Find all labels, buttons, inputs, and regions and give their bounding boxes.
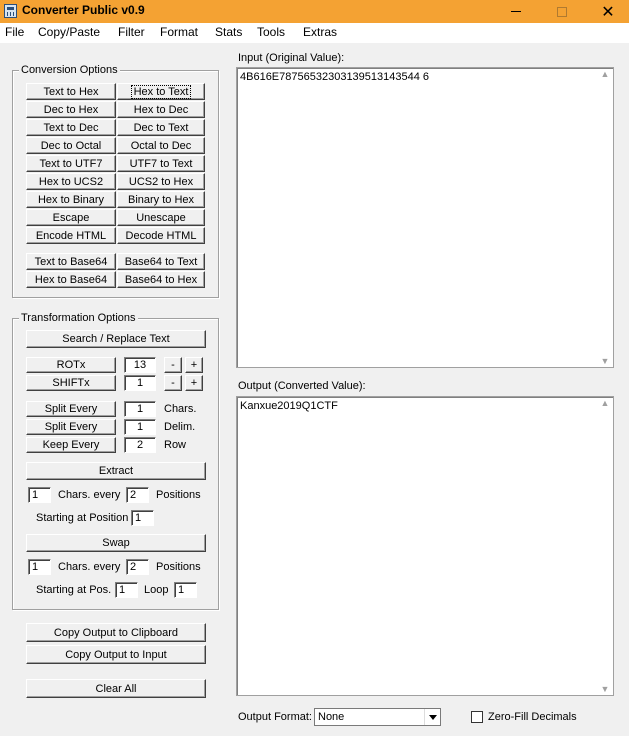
conversion-button-label: UCS2 to Hex — [128, 175, 194, 188]
swap-start-label: Starting at Pos. — [36, 584, 112, 596]
conversion-button-label: Base64 to Text — [124, 255, 198, 268]
extract-positions-label: Positions — [156, 489, 201, 501]
scroll-up-icon[interactable]: ▲ — [600, 398, 610, 408]
conversion-button-label: Unescape — [136, 211, 186, 224]
conversion-button-label: Text to UTF7 — [39, 157, 103, 170]
conversion-button[interactable] — [26, 101, 116, 118]
output-format-selected: None — [318, 711, 345, 723]
rotx-plus-label: + — [190, 359, 198, 371]
conversion-button[interactable] — [26, 253, 116, 270]
conversion-button[interactable] — [117, 253, 205, 270]
menu-file[interactable]: File — [5, 25, 25, 39]
conversion-button-label: Text to Hex — [43, 85, 99, 98]
conversion-button[interactable] — [26, 83, 116, 100]
menu-copy-paste[interactable]: Copy/Paste — [38, 25, 101, 39]
menu-tools[interactable]: Tools — [257, 25, 286, 39]
search-replace-label: Search / Replace Text — [62, 333, 170, 345]
conversion-button[interactable] — [117, 155, 205, 172]
shiftx-minus-button[interactable] — [164, 375, 182, 391]
scroll-down-icon[interactable]: ▼ — [600, 684, 610, 694]
rotx-value-field[interactable]: 13 — [124, 357, 156, 373]
maximize-icon — [557, 7, 567, 17]
extract-start-label: Starting at Position — [36, 512, 129, 524]
conversion-button[interactable] — [117, 271, 205, 288]
conversion-button[interactable] — [26, 155, 116, 172]
output-label: Output (Converted Value): — [238, 380, 366, 392]
extract-button[interactable] — [26, 462, 206, 480]
conversion-button-label: Text to Dec — [43, 121, 99, 134]
minimize-button[interactable] — [493, 0, 539, 23]
conversion-button[interactable] — [117, 191, 205, 208]
conversion-button-label: Hex to Dec — [133, 103, 189, 116]
copy-output-input-button[interactable] — [26, 645, 206, 664]
swap-loop-field[interactable]: 1 — [174, 582, 197, 598]
conversion-button-label: Decode HTML — [125, 229, 197, 242]
maximize-button[interactable] — [539, 0, 585, 23]
copy-output-clipboard-button[interactable] — [26, 623, 206, 642]
menu-bar — [0, 23, 629, 43]
swap-start-field[interactable]: 1 — [115, 582, 138, 598]
swap-button[interactable] — [26, 534, 206, 552]
output-format-select[interactable] — [314, 708, 441, 726]
close-icon: ✕ — [601, 1, 615, 21]
clear-all-button[interactable] — [26, 679, 206, 698]
dropdown-arrow-icon[interactable] — [424, 709, 440, 725]
keep-every-value-field[interactable]: 2 — [124, 437, 156, 453]
split-every-chars-button[interactable] — [26, 401, 116, 417]
conversion-button[interactable] — [117, 137, 205, 154]
output-textarea[interactable] — [236, 396, 614, 696]
rotx-label: ROTx — [56, 359, 86, 371]
shiftx-plus-label: + — [190, 377, 198, 389]
menu-filter[interactable]: Filter — [118, 25, 145, 39]
conversion-button[interactable] — [117, 101, 205, 118]
conversion-button[interactable] — [117, 119, 205, 136]
shiftx-plus-button[interactable] — [185, 375, 203, 391]
conversion-button-label: UTF7 to Text — [129, 157, 193, 170]
extract-start-field[interactable]: 1 — [131, 510, 154, 526]
input-label: Input (Original Value): — [238, 52, 345, 64]
rotx-button[interactable] — [26, 357, 116, 373]
split-delim-label: Split Every — [44, 421, 98, 433]
transformation-options-label: Transformation Options — [21, 312, 136, 324]
split-chars-unit: Chars. — [164, 403, 197, 415]
input-scrollbar[interactable] — [598, 69, 612, 366]
rotx-minus-label: - — [171, 359, 175, 371]
extract-positions-field[interactable]: 2 — [126, 487, 149, 503]
conversion-button[interactable] — [117, 83, 205, 100]
swap-label: Swap — [102, 537, 130, 549]
keep-every-unit: Row — [164, 439, 187, 451]
swap-positions-label: Positions — [156, 561, 201, 573]
input-value: 4B616E78756532303139513143544 6 — [240, 71, 430, 83]
conversion-button-label: Text to Base64 — [34, 255, 108, 268]
title-bar — [0, 0, 629, 23]
conversion-button[interactable] — [26, 191, 116, 208]
conversion-button[interactable] — [26, 209, 116, 226]
menu-extras[interactable]: Extras — [303, 25, 338, 39]
scroll-up-icon[interactable]: ▲ — [600, 69, 610, 79]
extract-chars-field[interactable]: 1 — [28, 487, 51, 503]
shiftx-minus-label: - — [171, 377, 175, 389]
keep-every-label: Keep Every — [42, 439, 100, 451]
conversion-button[interactable] — [26, 271, 116, 288]
conversion-button-label: Dec to Text — [133, 121, 189, 134]
conversion-button[interactable] — [117, 173, 205, 190]
shiftx-value-field[interactable]: 1 — [124, 375, 156, 391]
window-title: Converter Public v0.9 — [22, 3, 145, 17]
conversion-button-label: Dec to Hex — [43, 103, 99, 116]
split-delim-value-field[interactable]: 1 — [124, 419, 156, 435]
conversion-button[interactable] — [26, 119, 116, 136]
swap-chars-every-label: Chars. every — [58, 561, 121, 573]
conversion-button[interactable] — [117, 227, 205, 244]
conversion-button-label: Dec to Octal — [40, 139, 102, 152]
menu-stats[interactable]: Stats — [215, 25, 243, 39]
shiftx-button[interactable] — [26, 375, 116, 391]
copy-input-label: Copy Output to Input — [65, 648, 167, 661]
conversion-button[interactable] — [117, 209, 205, 226]
minimize-icon — [511, 11, 521, 12]
shiftx-label: SHIFTx — [52, 377, 90, 389]
extract-label: Extract — [98, 465, 134, 477]
conversion-button-label: Hex to Base64 — [34, 273, 108, 286]
search-replace-button[interactable] — [26, 330, 206, 348]
conversion-button[interactable] — [26, 173, 116, 190]
rotx-minus-button[interactable] — [164, 357, 182, 373]
conversion-options-label: Conversion Options — [21, 64, 118, 76]
split-chars-label: Split Every — [44, 403, 98, 415]
copy-clipboard-label: Copy Output to Clipboard — [53, 626, 179, 639]
conversion-button-label: Base64 to Hex — [124, 273, 198, 286]
close-button[interactable] — [585, 0, 629, 23]
clear-all-label: Clear All — [95, 682, 137, 695]
extract-chars-every-label: Chars. every — [58, 489, 121, 501]
conversion-button-label: Hex to Binary — [37, 193, 105, 206]
conversion-button-label: Binary to Hex — [127, 193, 195, 206]
output-format-label: Output Format: — [238, 711, 312, 723]
conversion-button-label: Encode HTML — [35, 229, 107, 242]
conversion-button-label: Octal to Dec — [130, 139, 192, 152]
output-value: Kanxue2019Q1CTF — [240, 400, 338, 412]
swap-chars-field[interactable]: 1 — [28, 559, 51, 575]
input-textarea[interactable] — [236, 67, 614, 368]
conversion-button-label: Hex to Text — [133, 85, 189, 98]
menu-format[interactable]: Format — [160, 25, 199, 39]
keep-every-button[interactable] — [26, 437, 116, 453]
zero-fill-label: Zero-Fill Decimals — [488, 711, 577, 723]
conversion-button-label: Hex to UCS2 — [38, 175, 104, 188]
scroll-down-icon[interactable]: ▼ — [600, 356, 610, 366]
output-scrollbar[interactable] — [598, 398, 612, 694]
conversion-button[interactable] — [26, 227, 116, 244]
conversion-button-label: Escape — [52, 211, 90, 224]
split-chars-value-field[interactable]: 1 — [124, 401, 156, 417]
calculator-icon — [4, 4, 17, 18]
swap-loop-label: Loop — [144, 584, 169, 596]
split-delim-unit: Delim. — [164, 421, 196, 433]
swap-positions-field[interactable]: 2 — [126, 559, 149, 575]
split-every-delim-button[interactable] — [26, 419, 116, 435]
rotx-plus-button[interactable] — [185, 357, 203, 373]
zero-fill-checkbox[interactable] — [471, 711, 483, 723]
conversion-button[interactable] — [26, 137, 116, 154]
